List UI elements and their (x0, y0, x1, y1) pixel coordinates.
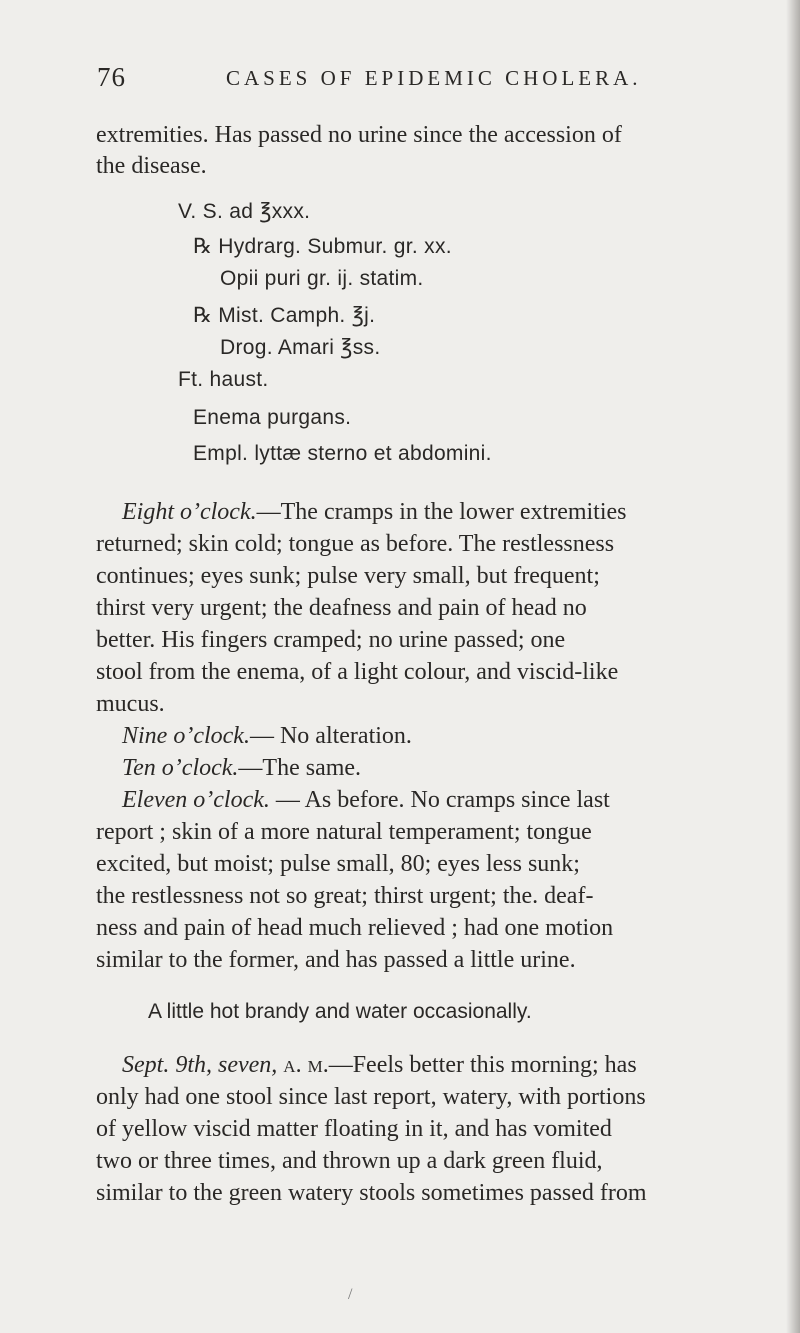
prescription-line: ℞ Mist. Camph. ℥j. (193, 304, 376, 327)
entry-line: better. His fingers cramped; no urine passed; one (96, 627, 566, 653)
entry-line: report ; skin of a more natural temperament; tongue (96, 819, 592, 845)
entry-line: the restlessness not so great; thirst urgent; the. deaf- (96, 883, 594, 909)
prescription-line: Empl. lyttæ sterno et abdomini. (193, 442, 492, 465)
entry-line: returned; skin cold; tongue as before. The restlessness (96, 531, 615, 557)
entry-text: — As before. No cramps since last (269, 787, 610, 813)
page-edge-shadow (786, 0, 800, 1333)
prescription-line: Enema purgans. (193, 406, 352, 429)
entry-time: Nine o’clock. (122, 723, 250, 749)
entry-line (122, 497, 627, 528)
entry-line (122, 785, 610, 816)
entry-line: only had one stool since last report, watery, with portions (96, 1084, 646, 1110)
entry-text: —The cramps in the lower extremities (256, 499, 627, 525)
prescription-line: V. S. ad ℥xxx. (178, 200, 311, 223)
intro-line: extremities. Has passed no urine since the accession of (96, 122, 622, 148)
entry-line: mucus. (96, 691, 165, 717)
entry-text: — No alteration. (249, 723, 412, 749)
note-line: A little hot brandy and water occasionally. (148, 1000, 532, 1023)
entry-line: stool from the enema, of a light colour, and viscid-like (96, 659, 619, 685)
entry-line (122, 1050, 637, 1081)
entry-line: ness and pain of head much relieved ; had one motion (96, 915, 614, 941)
entry-time: Eight o’clock. (122, 499, 257, 525)
entry-time: Eleven o’clock. (122, 787, 270, 813)
prescription-line: Opii puri gr. ij. statim. (220, 267, 424, 290)
entry-line: similar to the green watery stools sometimes passed from (96, 1180, 647, 1206)
entry-line (122, 753, 361, 784)
running-head: CASES OF EPIDEMIC CHOLERA. (226, 66, 642, 90)
entry-line: similar to the former, and has passed a little urine. (96, 947, 576, 973)
entry-text: —Feels better this morning; has (328, 1052, 637, 1078)
page-number: 76 (97, 62, 126, 92)
intro-line: the disease. (96, 153, 207, 179)
entry-line: continues; eyes sunk; pulse very small, but frequent; (96, 563, 600, 589)
entry-time: Ten o’clock. (122, 755, 239, 781)
entry-line: excited, but moist; pulse small, 80; eyes less sunk; (96, 851, 580, 877)
prescription-line: Drog. Amari ℥ss. (220, 336, 381, 359)
entry-ampm: a. m. (283, 1052, 329, 1078)
entry-line: two or three times, and thrown up a dark green fluid, (96, 1148, 603, 1174)
prescription-line: ℞ Hydrarg. Submur. gr. xx. (193, 235, 452, 258)
entry-line (122, 721, 412, 752)
entry-line: of yellow viscid matter floating in it, and has vomited (96, 1116, 612, 1142)
entry-date: Sept. 9th, seven, (122, 1052, 278, 1078)
stray-mark: / (348, 1286, 353, 1303)
entry-text: —The same. (238, 755, 362, 781)
entry-line: thirst very urgent; the deafness and pain of head no (96, 595, 587, 621)
prescription-line: Ft. haust. (178, 368, 269, 391)
